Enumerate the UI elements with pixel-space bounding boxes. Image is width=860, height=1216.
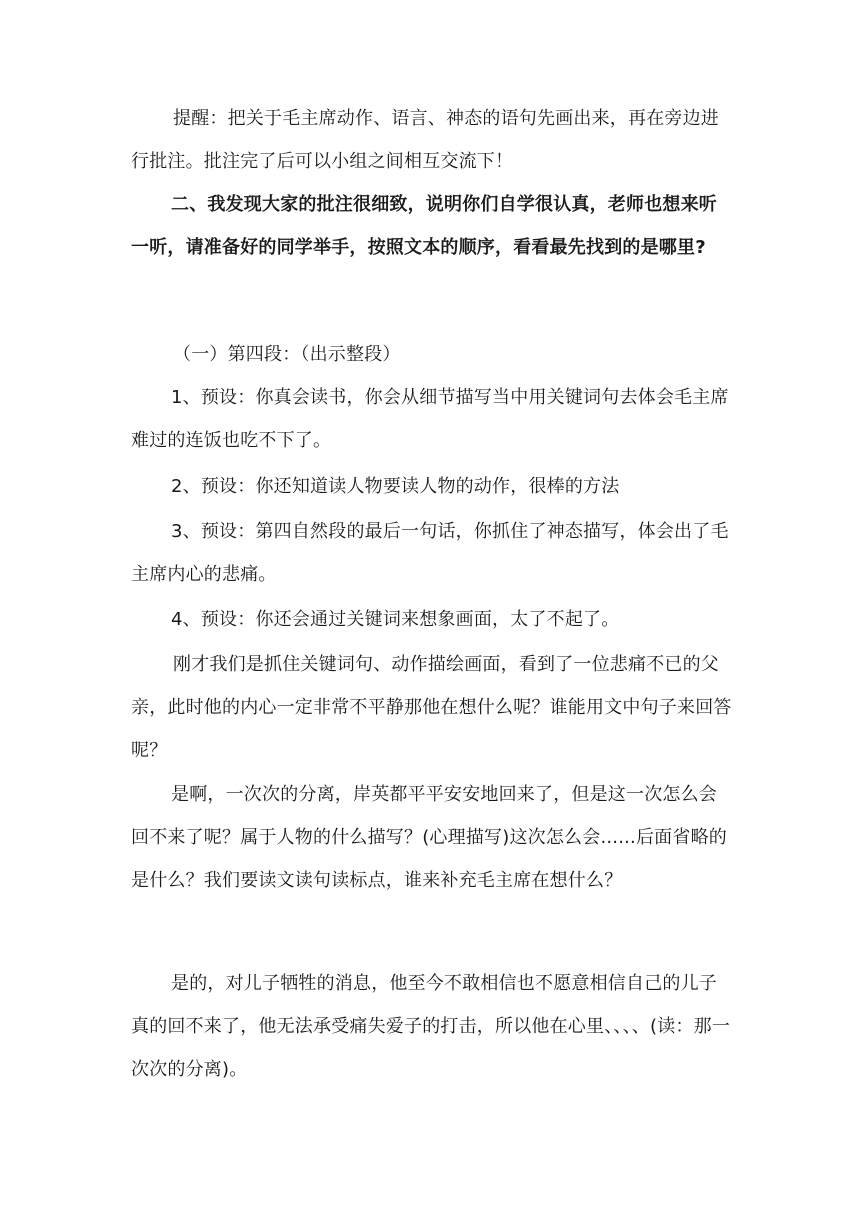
preset-4-paragraph: 4、预设：你还会通过关键词来想象画面，太了不起了。	[171, 609, 620, 630]
reflection-paragraph: 刚才我们是抓住关键词句、动作描绘画面，看到了一位悲痛不已的父亲，此时他的内心一定非常不平静那他在想什么呢？谁能用文中句子来回答呢？	[131, 654, 732, 761]
analysis-paragraph: 是啊，一次次的分离，岸英都平平安安地回来了，但是这一次怎么会回不来了呢？属于人物的什么描写？(心理描写)这次怎么会......后面省略的是什么？我们要读文读句读标点，谁来补充毛主席在想什么？	[131, 784, 727, 891]
section-two-paragraph: 二、我发现大家的批注很细致，说明你们自学很认真，老师也想来听一听，请准备好的同学举手，按照文本的顺序，看看最先找到的是哪里?	[131, 194, 717, 258]
conclusion-paragraph: 是的，对儿子牺牲的消息，他至今不敢相信也不愿意相信自己的儿子真的回不来了，他无法承受痛失爱子的打击，所以他在心里、、、、(读：那一次次的分离)。	[131, 973, 731, 1080]
preset-2-paragraph: 2、预设：你还知道读人物要读人物的动作，很棒的方法	[171, 476, 620, 497]
preset-3-paragraph: 3、预设：第四自然段的最后一句话，你抓住了神态描写，体会出了毛主席内心的悲痛。	[131, 521, 729, 585]
reminder-paragraph: 提醒：把关于毛主席动作、语言、神态的语句先画出来，再在旁边进行批注。批注完了后可以小组之间相互交流下！	[131, 108, 719, 172]
preset-1-paragraph: 1、预设：你真会读书，你会从细节描写当中用关键词句去体会毛主席难过的连饭也吃不下了。	[131, 387, 729, 451]
subsection-heading: （一）第四段：（出示整段）	[173, 344, 401, 365]
